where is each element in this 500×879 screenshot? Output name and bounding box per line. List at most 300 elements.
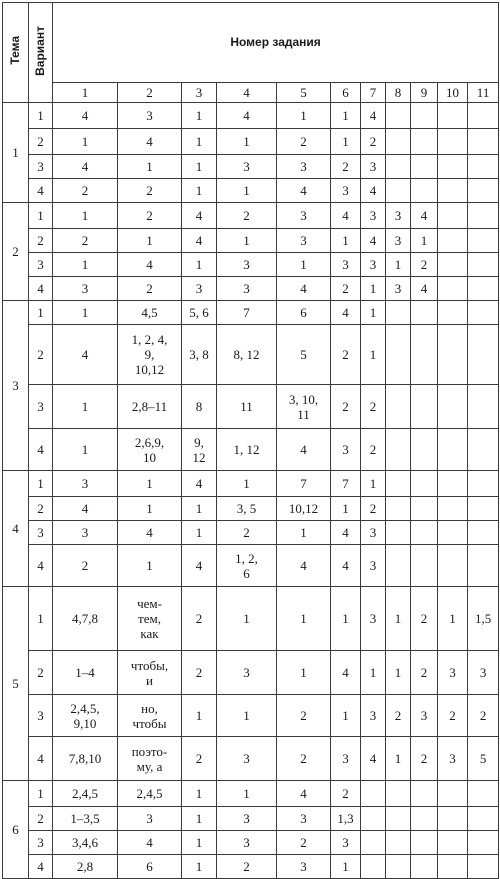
answer-text: 1 (369, 347, 377, 362)
answer-text: 3 (195, 281, 203, 296)
topic-cell: 1 (3, 103, 29, 203)
table-row (3, 429, 499, 471)
answer-text: 7 (342, 476, 349, 491)
answer-cell (361, 587, 386, 651)
answer-cell (217, 781, 277, 807)
answer-text: 1 (300, 257, 307, 272)
answer-cell (438, 695, 468, 737)
answer-text: 4 (195, 558, 203, 573)
answer-cell (53, 737, 118, 781)
answer-cell (386, 831, 411, 855)
answer-cell (118, 781, 182, 807)
answer-cell (468, 651, 499, 695)
answer-text: 1 (195, 159, 203, 174)
answer-text: но, чтобы (132, 700, 167, 731)
answer-cell (331, 695, 361, 737)
answer-text: 1, 2, 4, 9, 10,12 (131, 332, 168, 377)
answer-cell (182, 471, 217, 497)
answer-cell (118, 385, 182, 429)
answer-cell (53, 831, 118, 855)
answer-text: 1 (81, 134, 89, 149)
answer-cell (277, 129, 331, 155)
answer-cell (53, 203, 118, 229)
answer-cell (331, 253, 361, 277)
answer-cell (438, 497, 468, 521)
answer-text: 2 (369, 399, 377, 414)
answer-text: 1 (146, 558, 153, 573)
answer-cell (118, 521, 182, 545)
answer-text: 6 (300, 305, 307, 320)
answer-cell (53, 179, 118, 203)
answer-text: 2 (195, 751, 203, 766)
answer-text: 1 (195, 108, 203, 123)
answer-cell (217, 695, 277, 737)
answer-cell (53, 129, 118, 155)
answer-cell (438, 737, 468, 781)
answer-text: 2 (243, 859, 250, 874)
answer-text: 3 (300, 233, 307, 248)
answer-cell (386, 497, 411, 521)
answer-text: 4 (342, 208, 349, 223)
answer-cell (411, 831, 438, 855)
answer-cell (438, 179, 468, 203)
answer-text: 2 (342, 159, 349, 174)
answer-cell (277, 179, 331, 203)
answer-cell (182, 497, 217, 521)
answer-text: 1 (146, 501, 153, 516)
answer-text: 5, 6 (189, 305, 209, 320)
answer-text: 4 (369, 751, 377, 766)
answer-text: 1 (300, 525, 307, 540)
answer-cell (277, 781, 331, 807)
answer-text: 1 (342, 859, 349, 874)
answer-text: 3 (300, 811, 307, 826)
answer-cell (411, 651, 438, 695)
answer-cell (438, 229, 468, 253)
answer-cell (118, 651, 182, 695)
answer-cell (53, 229, 118, 253)
answer-text: 1 (394, 751, 402, 766)
answer-cell (386, 229, 411, 253)
answer-cell (53, 103, 118, 129)
answer-text: 1 (195, 859, 203, 874)
answer-text: 2 (81, 233, 89, 248)
answer-cell (53, 781, 118, 807)
answer-cell (468, 325, 499, 385)
answer-text: 2 (146, 281, 153, 296)
answer-text: 3 (394, 208, 402, 223)
answer-text: 1, 2, 6 (235, 550, 258, 581)
variant-cell: 4 (29, 855, 53, 879)
answer-cell (331, 497, 361, 521)
answer-text: 1,5 (474, 611, 492, 626)
table-row (3, 651, 499, 695)
answer-cell (411, 103, 438, 129)
answer-text: 4 (81, 347, 89, 362)
answer-cell (331, 471, 361, 497)
answer-cell (468, 587, 499, 651)
answer-cell (331, 129, 361, 155)
answer-cell (361, 807, 386, 831)
answer-text: 3 (300, 208, 307, 223)
answer-text: 7 (243, 305, 250, 320)
answer-cell (217, 385, 277, 429)
column-number-8: 8 (386, 83, 411, 103)
variant-cell: 3 (29, 521, 53, 545)
answer-text: 2 (243, 208, 250, 223)
answer-cell (118, 155, 182, 179)
answer-cell (277, 471, 331, 497)
answer-text: 2 (81, 183, 89, 198)
answer-cell (386, 155, 411, 179)
answer-cell (468, 807, 499, 831)
answer-cell (182, 855, 217, 879)
answer-cell (386, 855, 411, 879)
answer-text: 1 (195, 811, 203, 826)
answer-cell (277, 103, 331, 129)
answer-text: 3 (146, 108, 153, 123)
answer-cell (53, 521, 118, 545)
answer-cell (118, 737, 182, 781)
table-row (3, 129, 499, 155)
answer-text: 1 (369, 476, 377, 491)
answer-cell (277, 429, 331, 471)
answer-cell (118, 831, 182, 855)
answer-cell (331, 301, 361, 325)
answer-cell (331, 203, 361, 229)
answer-text: 4 (300, 281, 307, 296)
answer-text: 1 (369, 305, 377, 320)
answer-cell (182, 521, 217, 545)
answer-text: 6 (146, 859, 153, 874)
variant-cell: 3 (29, 253, 53, 277)
answer-text: 4 (146, 257, 153, 272)
answer-cell (468, 129, 499, 155)
answer-text: 1 (146, 159, 153, 174)
answer-cell (438, 587, 468, 651)
answer-cell (217, 301, 277, 325)
variant-cell: 2 (29, 229, 53, 253)
answer-cell (53, 385, 118, 429)
answer-text: 1 (146, 476, 153, 491)
variant-cell: 3 (29, 155, 53, 179)
answer-cell (217, 651, 277, 695)
answer-text: 2 (369, 501, 377, 516)
answer-cell (217, 807, 277, 831)
answer-cell (277, 497, 331, 521)
answer-cell (438, 855, 468, 879)
answer-cell (438, 103, 468, 129)
table-row (3, 855, 499, 879)
answer-cell (411, 229, 438, 253)
answer-text: 4 (243, 108, 250, 123)
answer-cell (53, 497, 118, 521)
answer-cell (331, 521, 361, 545)
variant-cell: 1 (29, 587, 53, 651)
answer-cell (331, 325, 361, 385)
answer-text: 4 (420, 208, 428, 223)
answer-cell (118, 103, 182, 129)
answer-cell (277, 737, 331, 781)
answer-cell (438, 325, 468, 385)
answer-cell (386, 587, 411, 651)
answer-cell (361, 471, 386, 497)
answer-text: чтобы, и (130, 657, 169, 688)
answer-cell (182, 129, 217, 155)
answer-text: 4,5 (141, 305, 158, 320)
answer-cell (217, 155, 277, 179)
answer-text: 5 (300, 347, 307, 362)
answer-text: 4 (369, 108, 377, 123)
answer-cell (361, 737, 386, 781)
answer-text: 3 (243, 257, 250, 272)
answer-cell (53, 155, 118, 179)
answer-cell (386, 471, 411, 497)
answer-cell (468, 545, 499, 587)
answer-cell (411, 807, 438, 831)
answer-cell (182, 831, 217, 855)
answer-text: 4 (195, 233, 203, 248)
answer-cell (468, 277, 499, 301)
answer-text: 1 (300, 665, 307, 680)
answer-cell (361, 203, 386, 229)
answer-text: 1 (449, 611, 456, 626)
answer-cell (438, 277, 468, 301)
answer-text: 1 (146, 233, 153, 248)
answer-cell (468, 155, 499, 179)
answer-text: 4 (81, 108, 89, 123)
answer-text: 1–3,5 (70, 811, 100, 826)
answer-cell (411, 179, 438, 203)
answer-text: 3, 8 (189, 347, 209, 362)
answer-cell (53, 429, 118, 471)
answer-cell (217, 831, 277, 855)
variant-cell: 4 (29, 429, 53, 471)
answer-cell (386, 203, 411, 229)
column-number-1: 1 (53, 83, 118, 103)
answer-text: 3 (243, 665, 250, 680)
answer-cell (53, 301, 118, 325)
answer-cell (53, 325, 118, 385)
topic-cell: 2 (3, 203, 29, 301)
answer-cell (361, 179, 386, 203)
answer-text: 4 (146, 134, 153, 149)
answer-cell (411, 521, 438, 545)
answer-text: 10,12 (288, 501, 319, 516)
variant-cell: 4 (29, 737, 53, 781)
answer-cell (53, 471, 118, 497)
answer-cell (361, 855, 386, 879)
answer-cell (468, 737, 499, 781)
variant-cell: 4 (29, 545, 53, 587)
variant-cell: 3 (29, 831, 53, 855)
answer-cell (331, 179, 361, 203)
answer-cell (182, 301, 217, 325)
answer-cell (411, 155, 438, 179)
answer-cell (411, 301, 438, 325)
variant-cell: 4 (29, 277, 53, 301)
column-number-row (3, 83, 499, 103)
column-number-6: 6 (331, 83, 361, 103)
answer-text: 3 (243, 281, 250, 296)
answer-text: 2 (369, 134, 377, 149)
answer-text: 1 (342, 611, 349, 626)
answer-cell (361, 521, 386, 545)
answer-text: 1 (300, 108, 307, 123)
answer-cell (438, 651, 468, 695)
answer-cell (118, 229, 182, 253)
answer-cell (411, 545, 438, 587)
answer-cell (53, 807, 118, 831)
answer-cell (386, 277, 411, 301)
answer-cell (468, 521, 499, 545)
answer-cell (277, 855, 331, 879)
topic-cell: 5 (3, 587, 29, 781)
answer-text: 1 (243, 134, 250, 149)
answer-cell (277, 651, 331, 695)
answer-cell (468, 855, 499, 879)
answer-cell (217, 497, 277, 521)
answer-text: 1 (342, 708, 349, 723)
answer-cell (468, 695, 499, 737)
table-row (3, 179, 499, 203)
answer-cell (182, 103, 217, 129)
answer-text: 1 (342, 501, 349, 516)
topic-header: Тема (3, 3, 29, 103)
answer-cell (277, 325, 331, 385)
answer-cell (118, 277, 182, 301)
variant-cell: 1 (29, 781, 53, 807)
answer-text: 4 (342, 558, 349, 573)
answer-text: 1 (342, 233, 349, 248)
answer-text: 1 (342, 134, 349, 149)
answer-text: 3 (243, 811, 250, 826)
answer-text: 3 (300, 859, 307, 874)
answer-cell (411, 737, 438, 781)
answer-cell (217, 253, 277, 277)
answer-cell (438, 301, 468, 325)
answer-cell (361, 229, 386, 253)
answer-text: 3,4,6 (72, 835, 98, 850)
answer-cell (118, 429, 182, 471)
answer-cell (411, 695, 438, 737)
answer-cell (182, 587, 217, 651)
answer-text: 3 (394, 281, 402, 296)
answer-cell (361, 695, 386, 737)
variant-cell: 4 (29, 179, 53, 203)
table-row (3, 521, 499, 545)
answer-text: 4,7,8 (72, 611, 98, 626)
answer-cell (411, 129, 438, 155)
table-body (3, 103, 499, 879)
answer-cell (386, 103, 411, 129)
answer-cell (468, 179, 499, 203)
table-row (3, 103, 499, 129)
answer-cell (182, 737, 217, 781)
answer-cell (182, 807, 217, 831)
answer-text: 8 (195, 399, 203, 414)
answer-cell (331, 277, 361, 301)
answer-cell (118, 179, 182, 203)
answer-cell (277, 807, 331, 831)
answer-text: 4 (420, 281, 428, 296)
answer-cell (361, 497, 386, 521)
answer-cell (118, 855, 182, 879)
column-number-11: 11 (468, 83, 499, 103)
answer-text: 1 (195, 257, 203, 272)
answer-text: 1 (195, 525, 203, 540)
answer-cell (411, 385, 438, 429)
answer-cell (277, 521, 331, 545)
answer-cell (411, 587, 438, 651)
table-row (3, 277, 499, 301)
answer-cell (277, 545, 331, 587)
answer-text: 2 (342, 347, 349, 362)
table-row (3, 807, 499, 831)
answer-cell (217, 103, 277, 129)
answer-cell (361, 545, 386, 587)
table-row (3, 737, 499, 781)
answer-text: 5 (479, 751, 487, 766)
answer-text: 3 (342, 257, 349, 272)
answer-cell (277, 831, 331, 855)
answer-cell (386, 179, 411, 203)
answer-text: 1 (195, 183, 203, 198)
answer-text: 1 (394, 257, 402, 272)
answer-cell (361, 155, 386, 179)
answer-cell (53, 855, 118, 879)
answer-cell (217, 429, 277, 471)
answer-text: 2 (300, 708, 307, 723)
answer-text: 3 (449, 751, 456, 766)
answer-text: 2 (420, 257, 428, 272)
answer-cell (118, 587, 182, 651)
answer-cell (182, 253, 217, 277)
column-number-2: 2 (118, 83, 182, 103)
topic-cell: 6 (3, 781, 29, 879)
answer-cell (411, 497, 438, 521)
answer-text: 1 (195, 835, 203, 850)
answer-cell (331, 651, 361, 695)
answer-text: 4 (342, 305, 349, 320)
variant-cell: 2 (29, 325, 53, 385)
answer-text: 3 (369, 611, 377, 626)
answer-cell (331, 429, 361, 471)
column-number-4: 4 (217, 83, 277, 103)
answer-text: 3 (342, 442, 349, 457)
column-number-5: 5 (277, 83, 331, 103)
answer-cell (386, 807, 411, 831)
answer-cell (361, 781, 386, 807)
answer-cell (53, 587, 118, 651)
answer-text: 4 (195, 476, 203, 491)
topic-cell: 4 (3, 471, 29, 587)
answer-text: 2 (146, 208, 153, 223)
answer-cell (217, 855, 277, 879)
answer-table (2, 2, 499, 879)
answer-cell (438, 385, 468, 429)
answer-text: 3 (243, 835, 250, 850)
answer-text: 4 (369, 183, 377, 198)
answer-cell (217, 325, 277, 385)
answer-text: 1–4 (75, 665, 95, 680)
answer-cell (361, 325, 386, 385)
answer-cell (331, 229, 361, 253)
answer-cell (411, 855, 438, 879)
answer-text: 4 (146, 525, 153, 540)
variant-cell: 1 (29, 103, 53, 129)
answer-text: 3 (369, 159, 377, 174)
